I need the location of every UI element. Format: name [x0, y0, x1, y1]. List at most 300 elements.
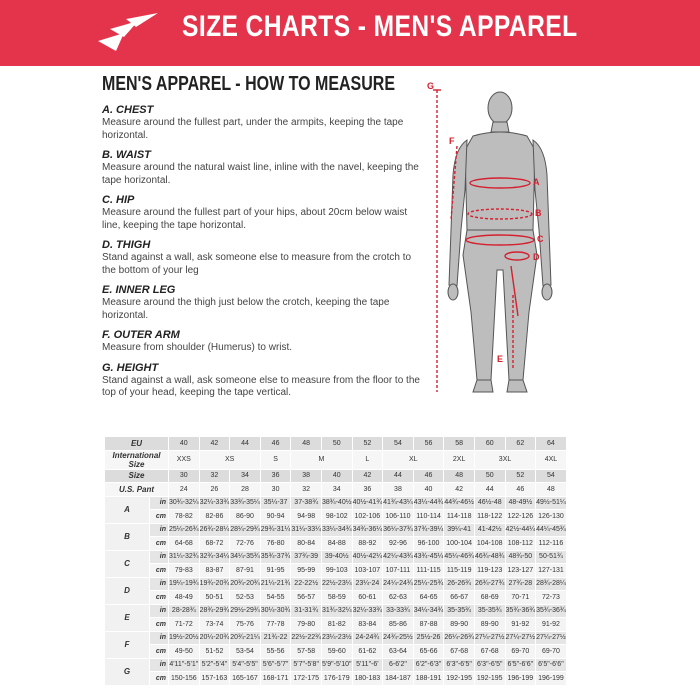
- cm-cell: 86-90: [230, 510, 261, 524]
- measure-desc: Measure around the fullest part of your hips, about 20cm below waist line, keeping the tape horizontal.: [102, 207, 408, 231]
- inch-cell: 36¼-37¾: [383, 523, 414, 537]
- measure-item-inner-leg: [102, 284, 422, 322]
- measure-letter: C: [105, 550, 150, 577]
- inch-cell: 33¾-35¼: [230, 496, 261, 510]
- letter-b: B: [535, 208, 542, 218]
- inch-cell: 23¼-24: [352, 577, 383, 591]
- header-banner: [0, 0, 700, 66]
- measure-label: C. HIP: [102, 194, 135, 206]
- cm-cell: 67-68: [474, 645, 505, 659]
- inch-cell: 37-38¾: [291, 496, 322, 510]
- cm-cell: 54-55: [260, 591, 291, 605]
- cm-cell: 57-58: [291, 645, 322, 659]
- cm-cell: 188-191: [413, 672, 444, 686]
- eu-row: [105, 437, 567, 451]
- cm-cell: 127-131: [536, 564, 567, 578]
- inch-cell: 40½-41¾: [352, 496, 383, 510]
- intl-size-cell: 4XL: [536, 450, 567, 469]
- cm-cell: 68-69: [474, 591, 505, 605]
- cm-cell: 180-183: [352, 672, 383, 686]
- unit-label: in: [150, 577, 169, 591]
- inch-cell: 49½-51¼: [536, 496, 567, 510]
- inch-cell: 33-33¾: [383, 604, 414, 618]
- cm-cell: 122-126: [505, 510, 536, 524]
- measure-row-in: [105, 577, 567, 591]
- measure-desc: Measure around the fullest part, under the armpits, keeping the tape horizontal.: [102, 117, 404, 141]
- cm-cell: 196-199: [505, 672, 536, 686]
- cm-cell: 75-76: [230, 618, 261, 632]
- inch-cell: 35¼-37: [260, 496, 291, 510]
- cm-cell: 88-92: [352, 537, 383, 551]
- intl-row: [105, 450, 567, 469]
- size-cell: 38: [291, 469, 322, 483]
- inch-cell: 28¼-29¾: [230, 523, 261, 537]
- cm-cell: 83-87: [199, 564, 230, 578]
- cm-cell: 123-127: [505, 564, 536, 578]
- intl-size-cell: 2XL: [444, 450, 475, 469]
- cm-cell: 84-88: [321, 537, 352, 551]
- inch-cell: 5'4"-5'5": [230, 658, 261, 672]
- measure-row-in: [105, 523, 567, 537]
- us-pant-cell: 48: [536, 483, 567, 497]
- inch-cell: 39¼-41: [444, 523, 475, 537]
- cm-cell: 69-70: [505, 645, 536, 659]
- eu-size-cell: 60: [474, 437, 505, 451]
- inch-cell: 5'11"-6': [352, 658, 383, 672]
- cm-cell: 72-76: [230, 537, 261, 551]
- cm-cell: 103-107: [352, 564, 383, 578]
- cm-cell: 110-114: [413, 510, 444, 524]
- measure-label: F. OUTER ARM: [102, 329, 180, 341]
- cm-cell: 95-99: [291, 564, 322, 578]
- us-pant-cell: 42: [444, 483, 475, 497]
- measure-row-in: [105, 631, 567, 645]
- letter-c: C: [537, 234, 544, 244]
- inch-cell: 35¾-37¾: [260, 550, 291, 564]
- inch-cell: 46½-48: [474, 496, 505, 510]
- cm-cell: 67-68: [444, 645, 475, 659]
- eu-size-cell: 56: [413, 437, 444, 451]
- inch-cell: 44¾-46½: [444, 496, 475, 510]
- inch-cell: 29½-29¾: [230, 604, 261, 618]
- cm-cell: 100-104: [444, 537, 475, 551]
- inch-cell: 20¾-21¼: [230, 631, 261, 645]
- measure-row-in: [105, 496, 567, 510]
- cm-cell: 55-56: [260, 645, 291, 659]
- size-cell: 40: [321, 469, 352, 483]
- cm-cell: 50-51: [199, 591, 230, 605]
- eu-size-cell: 48: [291, 437, 322, 451]
- cm-cell: 69-70: [536, 645, 567, 659]
- inch-cell: 28-28¾: [169, 604, 200, 618]
- measure-desc: Measure around the natural waist line, inline with the navel, keeping the tape horizontal.: [102, 162, 419, 186]
- unit-label: in: [150, 550, 169, 564]
- cm-cell: 150-156: [169, 672, 200, 686]
- unit-label: in: [150, 604, 169, 618]
- cm-cell: 89-90: [444, 618, 475, 632]
- inch-cell: 22-22½: [291, 577, 322, 591]
- cm-cell: 192-195: [444, 672, 475, 686]
- measure-letter: A: [105, 496, 150, 523]
- cm-cell: 63-64: [383, 645, 414, 659]
- cm-cell: 196-199: [536, 672, 567, 686]
- inch-cell: 30¾-32¼: [169, 496, 200, 510]
- section-title: MEN'S APPAREL - HOW TO MEASURE: [102, 73, 396, 95]
- cm-cell: 64-68: [169, 537, 200, 551]
- size-cell: 50: [474, 469, 505, 483]
- intl-size-cell: XL: [383, 450, 444, 469]
- cm-cell: 115-119: [444, 564, 475, 578]
- measure-letter: E: [105, 604, 150, 631]
- inch-cell: 32¼-33¾: [352, 604, 383, 618]
- cm-cell: 118-122: [474, 510, 505, 524]
- unit-label: in: [150, 496, 169, 510]
- letter-d: D: [533, 252, 540, 262]
- inch-cell: 45¼-46¾: [444, 550, 475, 564]
- cm-cell: 168-171: [260, 672, 291, 686]
- us-pant-cell: 38: [383, 483, 414, 497]
- size-table: [104, 436, 567, 686]
- measure-letter: G: [105, 658, 150, 685]
- inch-cell: 31-31¾: [291, 604, 322, 618]
- cm-cell: 64-65: [413, 591, 444, 605]
- size-cell: 54: [536, 469, 567, 483]
- eu-size-cell: 54: [383, 437, 414, 451]
- row-label: International Size: [105, 450, 169, 469]
- cm-cell: 52-53: [230, 591, 261, 605]
- inch-cell: 27¼-27½: [505, 631, 536, 645]
- letter-f: F: [449, 136, 455, 146]
- measure-letter: F: [105, 631, 150, 658]
- inch-cell: 42½-44¼: [505, 523, 536, 537]
- cm-cell: 59-60: [321, 645, 352, 659]
- cm-cell: 72-73: [536, 591, 567, 605]
- inch-cell: 44¼-45¾: [536, 523, 567, 537]
- us-pant-cell: 30: [260, 483, 291, 497]
- cm-cell: 51-52: [199, 645, 230, 659]
- measure-row-cm: [105, 591, 567, 605]
- size-cell: 48: [444, 469, 475, 483]
- unit-label: in: [150, 631, 169, 645]
- inch-cell: 28¾-28¼: [536, 577, 567, 591]
- intl-size-cell: 3XL: [474, 450, 535, 469]
- inch-cell: 35-35¾: [444, 604, 475, 618]
- measure-item-thigh: [102, 239, 422, 277]
- measure-item-waist: [102, 149, 422, 187]
- inch-cell: 27¾-28: [505, 577, 536, 591]
- eu-size-cell: 40: [169, 437, 200, 451]
- cm-cell: 65-66: [413, 645, 444, 659]
- intl-size-cell: XS: [199, 450, 260, 469]
- eu-size-cell: 64: [536, 437, 567, 451]
- inch-cell: 26¾-27¾: [474, 577, 505, 591]
- inch-cell: 24-24¾: [352, 631, 383, 645]
- measure-letter: D: [105, 577, 150, 604]
- measure-letter: B: [105, 523, 150, 550]
- us-pant-cell: 26: [199, 483, 230, 497]
- eu-size-cell: 50: [321, 437, 352, 451]
- inch-cell: 4'11"-5'1": [169, 658, 200, 672]
- us-pant-cell: 34: [321, 483, 352, 497]
- cm-cell: 49-50: [169, 645, 200, 659]
- letter-g: G: [427, 81, 435, 91]
- inch-cell: 6-6'2": [383, 658, 414, 672]
- cm-cell: 102-106: [352, 510, 383, 524]
- cm-cell: 104-108: [474, 537, 505, 551]
- cm-cell: 79-80: [291, 618, 322, 632]
- measure-desc: Stand against a wall, ask someone else to measure from the floor to the top of your head, keeping the tape vertical.: [102, 374, 420, 398]
- cm-cell: 83-84: [352, 618, 383, 632]
- inch-cell: 34¼-34¾: [413, 604, 444, 618]
- inch-cell: 19¼-19¾: [169, 577, 200, 591]
- inch-cell: 31¼-33¼: [291, 523, 322, 537]
- unit-label: in: [150, 658, 169, 672]
- row-label: U.S. Pant: [105, 483, 169, 497]
- cm-cell: 108-112: [505, 537, 536, 551]
- measure-instructions: [102, 104, 422, 407]
- cm-cell: 81-82: [321, 618, 352, 632]
- cm-cell: 80-84: [291, 537, 322, 551]
- page-title: SIZE CHARTS - MEN'S APPAREL: [182, 10, 578, 43]
- measure-label: B. WAIST: [102, 149, 151, 161]
- eu-size-cell: 46: [260, 437, 291, 451]
- cm-cell: 85-86: [383, 618, 414, 632]
- cm-cell: 92-96: [383, 537, 414, 551]
- inch-cell: 25¼-26¾: [169, 523, 200, 537]
- unit-label: cm: [150, 591, 169, 605]
- cm-cell: 82-86: [199, 510, 230, 524]
- unit-label: cm: [150, 645, 169, 659]
- cm-cell: 91-92: [536, 618, 567, 632]
- cm-cell: 119-123: [474, 564, 505, 578]
- letter-a: A: [533, 177, 540, 187]
- measure-desc: Measure around the thigh just below the crotch, keeping the tape horizontal.: [102, 297, 390, 321]
- size-cell: 52: [505, 469, 536, 483]
- size-cell: 44: [383, 469, 414, 483]
- letter-e: E: [497, 354, 504, 364]
- inch-cell: 33¼-34¾: [321, 523, 352, 537]
- cm-cell: 192-195: [474, 672, 505, 686]
- inch-cell: 28¾-29¾: [199, 604, 230, 618]
- cm-cell: 91-92: [505, 618, 536, 632]
- us-pant-cell: 44: [474, 483, 505, 497]
- cm-cell: 165-167: [230, 672, 261, 686]
- inch-cell: 24¾-25½: [383, 631, 414, 645]
- cm-cell: 61-62: [352, 645, 383, 659]
- inch-cell: 35¾-36¾: [536, 604, 567, 618]
- inch-cell: 6'5"-6'6": [505, 658, 536, 672]
- measure-item-chest: [102, 104, 422, 142]
- inch-cell: 31¾-32¼: [321, 604, 352, 618]
- inch-cell: 21¼-21¾: [260, 577, 291, 591]
- cm-cell: 96-100: [413, 537, 444, 551]
- cm-cell: 107-111: [383, 564, 414, 578]
- row-label: Size: [105, 469, 169, 483]
- measure-row-cm: [105, 672, 567, 686]
- measure-item-outer-arm: [102, 329, 422, 355]
- size-cell: 34: [230, 469, 261, 483]
- measure-desc: Stand against a wall, ask someone else to measure from the crotch to the bottom of your leg: [102, 252, 412, 276]
- measure-row-cm: [105, 510, 567, 524]
- cm-cell: 87-91: [230, 564, 261, 578]
- inch-cell: 27¼-27½: [474, 631, 505, 645]
- intl-size-cell: S: [260, 450, 291, 469]
- inch-cell: 37¾-39: [291, 550, 322, 564]
- intl-size-cell: M: [291, 450, 352, 469]
- cm-cell: 184-187: [383, 672, 414, 686]
- cm-cell: 70-71: [505, 591, 536, 605]
- measure-row-cm: [105, 537, 567, 551]
- cm-cell: 66-67: [444, 591, 475, 605]
- cm-cell: 91-95: [260, 564, 291, 578]
- inch-cell: 32¼-33¾: [199, 496, 230, 510]
- size-row: [105, 469, 567, 483]
- us-pant-cell: 28: [230, 483, 261, 497]
- us-pant-row: [105, 483, 567, 497]
- unit-label: cm: [150, 672, 169, 686]
- cm-cell: 53-54: [230, 645, 261, 659]
- measure-row-in: [105, 658, 567, 672]
- size-cell: 46: [413, 469, 444, 483]
- cm-cell: 58-59: [321, 591, 352, 605]
- inch-cell: 34¼-35¾: [230, 550, 261, 564]
- inch-cell: 39-40½: [321, 550, 352, 564]
- inch-cell: 35¾-36¾: [505, 604, 536, 618]
- measure-label: G. HEIGHT: [102, 361, 159, 374]
- us-pant-cell: 36: [352, 483, 383, 497]
- cm-cell: 76-80: [260, 537, 291, 551]
- size-cell: 30: [169, 469, 200, 483]
- us-pant-cell: 32: [291, 483, 322, 497]
- measure-row-in: [105, 550, 567, 564]
- inch-cell: 27¼-27½: [536, 631, 567, 645]
- inch-cell: 5'7"-5'8": [291, 658, 322, 672]
- unit-label: cm: [150, 564, 169, 578]
- measure-item-height: [102, 362, 422, 400]
- inch-cell: 22½-23¼: [321, 577, 352, 591]
- us-pant-cell: 24: [169, 483, 200, 497]
- us-pant-cell: 40: [413, 483, 444, 497]
- inch-cell: 22½-22¾: [291, 631, 322, 645]
- eu-size-cell: 42: [199, 437, 230, 451]
- size-cell: 32: [199, 469, 230, 483]
- eu-size-cell: 52: [352, 437, 383, 451]
- inch-cell: 32¾-34¼: [199, 550, 230, 564]
- cm-cell: 98-102: [321, 510, 352, 524]
- measure-row-in: [105, 604, 567, 618]
- inch-cell: 29¾-31¼: [260, 523, 291, 537]
- cm-cell: 94-98: [291, 510, 322, 524]
- size-cell: 42: [352, 469, 383, 483]
- cm-cell: 90-94: [260, 510, 291, 524]
- inch-cell: 25½-26: [413, 631, 444, 645]
- inch-cell: 26¾-28¼: [199, 523, 230, 537]
- eu-size-cell: 62: [505, 437, 536, 451]
- inch-cell: 26¼-26¾: [444, 631, 475, 645]
- inch-cell: 5'9"-5'10": [321, 658, 352, 672]
- inch-cell: 34¾-36¼: [352, 523, 383, 537]
- inch-cell: 5'2"-5'4": [199, 658, 230, 672]
- cm-cell: 60-61: [352, 591, 383, 605]
- inch-cell: 43¾-45¼: [413, 550, 444, 564]
- intl-size-cell: L: [352, 450, 383, 469]
- cm-cell: 78-82: [169, 510, 200, 524]
- measure-row-cm: [105, 618, 567, 632]
- inch-cell: 46¾-48¾: [474, 550, 505, 564]
- inch-cell: 31¼-32¾: [169, 550, 200, 564]
- unit-label: cm: [150, 618, 169, 632]
- inch-cell: 20¼-20¾: [199, 631, 230, 645]
- cm-cell: 48-49: [169, 591, 200, 605]
- inch-cell: 20¾-20¾: [230, 577, 261, 591]
- inch-cell: 25¼-25¾: [413, 577, 444, 591]
- inch-cell: 5'6"-5'7": [260, 658, 291, 672]
- inch-cell: 41¾-43¼: [383, 496, 414, 510]
- cm-cell: 172-175: [291, 672, 322, 686]
- inch-cell: 19¾-20¾: [199, 577, 230, 591]
- inch-cell: 6'3"-6'5": [444, 658, 475, 672]
- cm-cell: 89-90: [474, 618, 505, 632]
- alpinestars-logo-icon: [96, 11, 166, 55]
- inch-cell: 23¼-23½: [321, 631, 352, 645]
- measure-row-cm: [105, 645, 567, 659]
- intl-size-cell: XXS: [169, 450, 200, 469]
- inch-cell: 35-35¾: [474, 604, 505, 618]
- cm-cell: 157-163: [199, 672, 230, 686]
- measure-desc: Measure from shoulder (Humerus) to wrist.: [102, 342, 293, 353]
- cm-cell: 79-83: [169, 564, 200, 578]
- cm-cell: 176-179: [321, 672, 352, 686]
- cm-cell: 71-72: [169, 618, 200, 632]
- cm-cell: 87-88: [413, 618, 444, 632]
- cm-cell: 111-115: [413, 564, 444, 578]
- cm-cell: 77-78: [260, 618, 291, 632]
- inch-cell: 30¼-30¾: [260, 604, 291, 618]
- us-pant-cell: 46: [505, 483, 536, 497]
- eu-size-cell: 44: [230, 437, 261, 451]
- measure-label: A. CHEST: [102, 104, 154, 116]
- unit-label: cm: [150, 510, 169, 524]
- inch-cell: 21¾-22: [260, 631, 291, 645]
- eu-size-cell: 58: [444, 437, 475, 451]
- inch-cell: 40½-42¼: [352, 550, 383, 564]
- inch-cell: 42¼-43¾: [383, 550, 414, 564]
- measure-label: E. INNER LEG: [102, 284, 176, 296]
- inch-cell: 50-51¾: [536, 550, 567, 564]
- cm-cell: 126-130: [536, 510, 567, 524]
- cm-cell: 112-116: [536, 537, 567, 551]
- cm-cell: 62-63: [383, 591, 414, 605]
- measure-row-cm: [105, 564, 567, 578]
- inch-cell: 41-42½: [474, 523, 505, 537]
- unit-label: in: [150, 523, 169, 537]
- cm-cell: 114-118: [444, 510, 475, 524]
- cm-cell: 56-57: [291, 591, 322, 605]
- cm-cell: 99-103: [321, 564, 352, 578]
- inch-cell: 37¾-39¼: [413, 523, 444, 537]
- inch-cell: 6'3"-6'5": [474, 658, 505, 672]
- row-label: EU: [105, 437, 169, 451]
- body-figure: [425, 80, 575, 410]
- size-cell: 36: [260, 469, 291, 483]
- inch-cell: 48¾-50: [505, 550, 536, 564]
- measure-label: D. THIGH: [102, 239, 151, 251]
- cm-cell: 68-72: [199, 537, 230, 551]
- measure-item-hip: [102, 194, 422, 232]
- inch-cell: 43¼-44¾: [413, 496, 444, 510]
- inch-cell: 19½-20½: [169, 631, 200, 645]
- inch-cell: 48-49½: [505, 496, 536, 510]
